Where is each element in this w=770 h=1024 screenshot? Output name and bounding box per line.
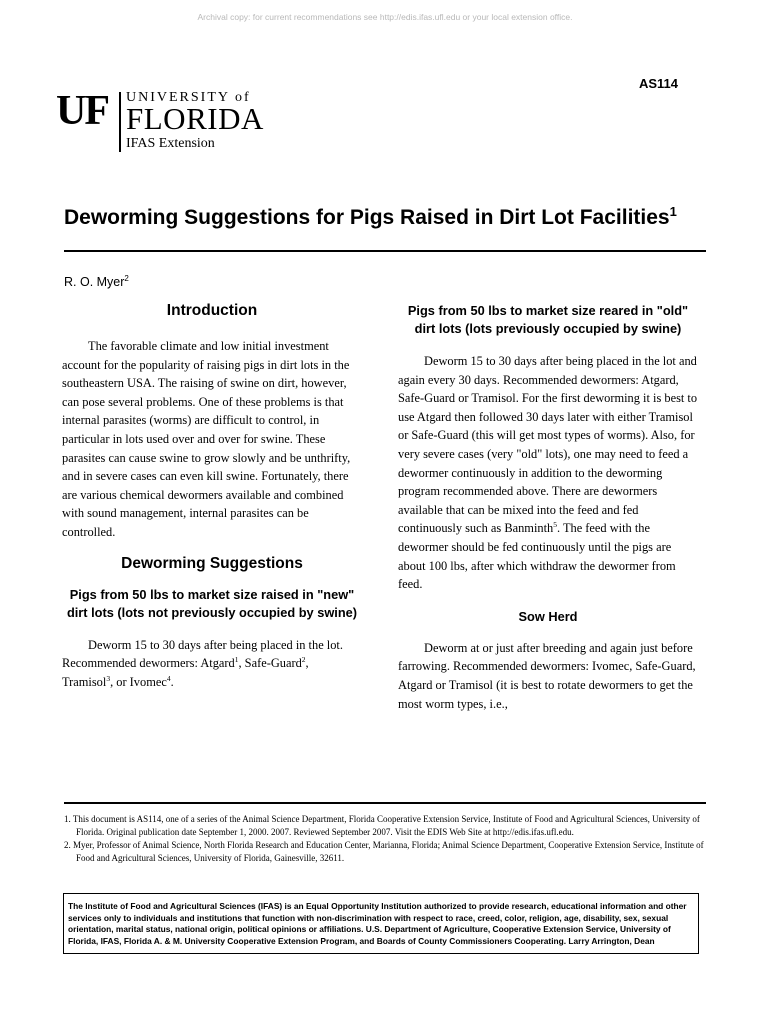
right-column xyxy=(398,302,698,713)
sow-herd-paragraph: Deworm at or just after breeding and again just before farrowing. Recommended dewormers: Ivomec, Safe-Guard, Atgard or Tramisol (it is best to rotate dewormers to get the most worm types, i.e., xyxy=(398,640,696,711)
document-number: AS114 xyxy=(638,76,678,91)
heading-introduction: Introduction xyxy=(166,302,258,319)
heading-deworming-suggestions: Deworming Suggestions xyxy=(121,554,303,572)
logo-florida: FLORIDA xyxy=(126,101,264,136)
uf-ifas-logo xyxy=(56,88,286,158)
heading-sow-herd: Sow Herd xyxy=(518,608,578,624)
new-lots-paragraph: Deworm 15 to 30 days after being placed in the lot. Recommended dewormers: Atgard$^1$, Safe-Guard$^2$, Tramisol$^3$, or Ivomec$^4$. xyxy=(62,637,343,689)
title-rule xyxy=(64,250,706,252)
logo-uf-letters: UF xyxy=(56,88,108,134)
logo-divider xyxy=(119,92,121,152)
footnote-1: 1. This document is AS114, one of a series of the Animal Science Department, Florida Cooperative Extension Service, Institute of Food and Agricultural Sciences, University of Florida. Original publication date September 1, 2000. 2007. Reviewed September 2007. Visit the EDIS Web Site at http://edis.ifas.ufl.edu. xyxy=(64,814,700,837)
equal-opportunity-statement: The Institute of Food and Agricultural Sciences (IFAS) is an Equal Opportunity Institution authorized to provide research, educational information and other services only to individuals and institutions that function with non-discrimination with respect to race, creed, color, religion, age, disability, sex, sexual orientation, marital status, national origin, political opinions or affiliations. U.S. Department of Agriculture, Cooperative Extension Service, University of Florida, IFAS, Florida A. & M. University Cooperative Extension Program, and Boards of County Commissioners Cooperating. Larry Arrington, Dean xyxy=(63,893,699,954)
author-name: R. O. Myer xyxy=(64,275,125,290)
heading-old-dirt-lots: Pigs from 50 lbs to market size reared in "old" dirt lots (lots previously occupied by swine) xyxy=(407,303,689,336)
document-title xyxy=(64,197,704,232)
author-line xyxy=(64,274,129,289)
footnotes xyxy=(64,813,704,865)
archival-note: Archival copy: for current recommendations see http://edis.ifas.ufl.edu or your local extension office. xyxy=(197,12,573,22)
logo-university-of: UNIVERSITY of xyxy=(126,90,251,105)
footnote-2: 2. Myer, Professor of Animal Science, North Florida Research and Education Center, Marianna, Florida; Animal Science Department, Cooperative Extension Service, Institute of Food and Agricultural Sciences, University of Florida, Gainesville, 32611. xyxy=(64,840,704,863)
author-footnote-mark: 2 xyxy=(124,274,129,283)
intro-paragraph: The favorable climate and low initial investment account for the popularity of raising pigs in dirt lots in the southeastern USA. The raising of swine on dirt, however, can pose several problems. One of these problems is that internal parasites (worms) are difficult to control, in particular in lots used over and over for swine. These parasites can cause swine to grow slowly and be unthrifty, and in severe cases can even kill swine. Fortunately, there are various chemical dewormers available and combined with sound management, internal parasites can be controlled. xyxy=(62,339,351,539)
footnote-rule xyxy=(64,802,706,804)
title-text: Deworming Suggestions for Pigs Raised in Dirt Lot Facilities xyxy=(64,206,670,229)
left-column xyxy=(62,302,362,691)
heading-new-dirt-lots: Pigs from 50 lbs to market size raised in "new" dirt lots (lots not previously occupied by swine) xyxy=(66,586,358,620)
old-lots-paragraph: Deworm 15 to 30 days after being placed in the lot and again every 30 days. Recommended dewormers: Atgard, Safe-Guard or Tramisol. For the first deworming it is best to use Atgard then followed 30 days later with either Tramisol or Safe-Guard (this will get most types of worms). Also, for very severe cases (very "old" lots), one may need to feed a dewormer continuously in addition to the deworming program recommended above. There are dewormers available that can be mixed into the feed and fed continuously such as Banminth$^5$. The feed with the dewormer should be fed continuously until the pigs are about 100 lbs, after which withdraw the dewormer from feed. xyxy=(398,354,698,592)
logo-ifas-extension: IFAS Extension xyxy=(126,136,215,151)
title-footnote-mark: 1 xyxy=(669,204,677,219)
